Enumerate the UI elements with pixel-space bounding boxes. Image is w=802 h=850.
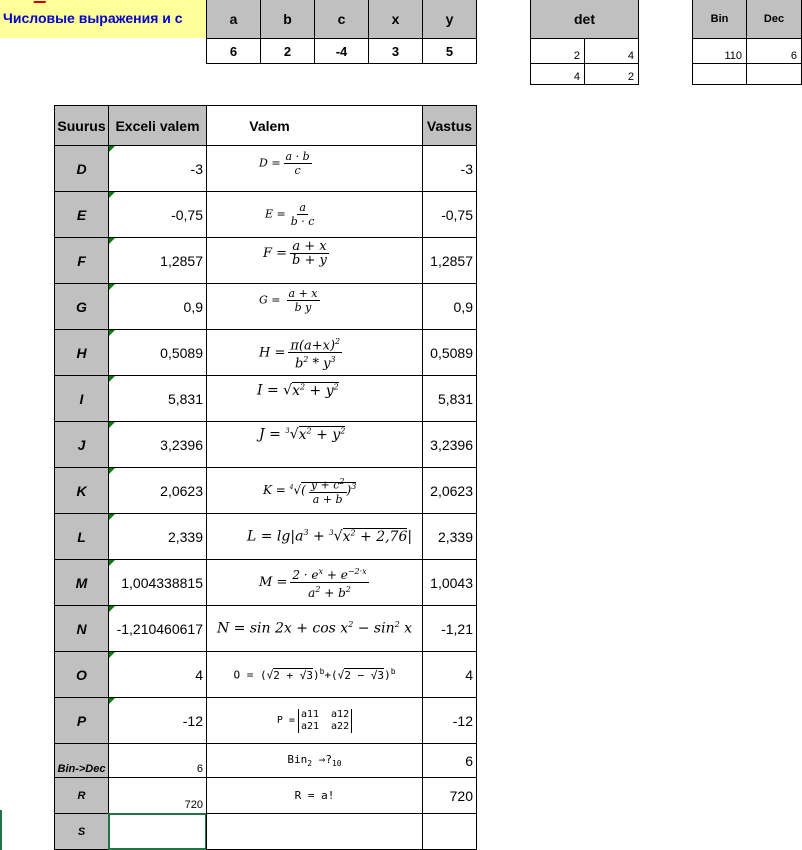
bin-empty-cell[interactable] [692,63,747,85]
excel-r[interactable]: 720 [108,777,207,814]
answer-m[interactable]: 1,0043 [422,559,477,606]
answer-j[interactable]: 3,2396 [422,421,477,468]
var-value-x[interactable]: 3 [368,38,423,64]
col-header-excel[interactable]: Exceli valem [108,105,207,146]
excel-value-h: 0,5089 [160,344,203,361]
excel-value-j: 3,2396 [160,436,203,453]
answer-l[interactable]: 2,339 [422,513,477,560]
answer-r[interactable]: 720 [422,777,477,814]
excel-cell-j[interactable] [108,421,207,468]
excel-cell-l[interactable] [108,513,207,560]
formula-cell-o[interactable] [206,651,423,698]
excel-value-l: 2,339 [167,528,203,545]
bin-value[interactable]: 110 [692,38,747,64]
formula-cell-d[interactable] [206,145,423,192]
formula-cell-f[interactable] [206,237,423,284]
formula-m: M = $\frac{2 \cdot e^x + e^{-2\cdot x}}{a^2 + b^2}$ [259,567,367,600]
sheet-title-cell[interactable] [0,0,206,38]
var-header-a[interactable]: a [206,0,261,39]
formula-cell-g[interactable] [206,283,423,330]
formula-h: H = $\frac{\pi(a+x)^2}{b^2 * y^3}$ [259,336,341,372]
row-label-e[interactable]: E [54,191,109,238]
var-value-b[interactable]: 2 [260,38,315,64]
excel-cell-o[interactable] [108,651,207,698]
det-cell-22[interactable]: 2 [584,63,639,85]
formula-indicator-icon [109,192,115,198]
formula-j: $J = ^3√x^2 + y^2$ [259,426,346,443]
answer-k[interactable]: 2,0623 [422,467,477,514]
det-header[interactable]: det [530,0,639,39]
excel-cell-e[interactable] [108,191,207,238]
det-cell-21[interactable]: 4 [530,63,585,85]
excel-cell-p[interactable] [108,697,207,744]
row-label-j[interactable]: J [54,421,109,468]
excel-value-g: 0,9 [183,298,203,315]
formula-indicator-icon [109,514,115,520]
row-label-i[interactable]: I [54,375,109,422]
excel-cell-k[interactable] [108,467,207,514]
red-mark-decoration [33,0,47,3]
excel-value-n: -1,210460617 [116,620,203,637]
excel-cell-h[interactable] [108,329,207,376]
formula-cell-e[interactable] [206,191,423,238]
det-cell-12[interactable]: 4 [584,38,639,64]
answer-bin-dec[interactable]: 6 [422,743,477,778]
var-header-y[interactable]: y [422,0,477,39]
excel-cell-d[interactable] [108,145,207,192]
formula-indicator-icon [109,330,115,336]
answer-g[interactable]: 0,9 [422,283,477,330]
col-header-valem[interactable]: Valem [206,105,423,146]
excel-value-p: -12 [182,712,203,729]
formula-i: $I = √x^2 + y^2$ [257,382,339,399]
formula-cell-p[interactable] [206,697,423,744]
excel-value-d: -3 [190,160,203,177]
row-label-d[interactable]: D [54,145,109,192]
answer-f[interactable]: 1,2857 [422,237,477,284]
excel-value-e: -0,75 [171,206,203,223]
answer-d[interactable]: -3 [422,145,477,192]
formula-f: F = $\frac{a + x}{b + y}$ [263,239,327,268]
var-header-c[interactable]: c [314,0,369,39]
formula-d: D = $\frac{a \cdot b}{c}$ [259,150,310,177]
answer-e[interactable]: -0,75 [422,191,477,238]
var-value-a[interactable]: 6 [206,38,261,64]
formula-cell-n[interactable] [206,605,423,652]
row-selection-indicator [0,810,2,850]
excel-cell-i[interactable] [108,375,207,422]
formula-cell-k[interactable] [206,467,423,514]
row-label-o[interactable]: O [54,651,109,698]
formula-cell-bin-dec[interactable] [206,743,423,778]
row-label-bin-dec[interactable]: Bin->Dec [54,743,109,778]
formula-indicator-icon [109,422,115,428]
row-label-l[interactable]: L [54,513,109,560]
formula-p: P = a11 a12 a21 a22 [277,709,352,733]
answer-s[interactable] [422,813,477,850]
row-label-r[interactable]: R [54,777,109,814]
row-label-h[interactable]: H [54,329,109,376]
excel-cell-m[interactable] [108,559,207,606]
formula-r: R = a! [294,789,335,802]
formula-cell-s[interactable] [206,813,423,850]
formula-indicator-icon [109,560,115,566]
formula-n: $N = \sin 2x + \cos x^2 - \sin^2 x$ [216,620,413,637]
formula-indicator-icon [109,238,115,244]
dec-empty-cell[interactable] [746,63,802,85]
row-label-p[interactable]: P [54,697,109,744]
det-cell-11[interactable]: 2 [530,38,585,64]
formula-cell-m[interactable] [206,559,423,606]
formula-l: $L = \lg|a^3 + ^3√x^2 + 2,76|$ [247,528,413,545]
dec-header[interactable]: Dec [746,0,802,39]
var-header-b[interactable]: b [260,0,315,39]
answer-p[interactable]: -12 [422,697,477,744]
formula-cell-j[interactable] [206,421,423,468]
formula-cell-r[interactable] [206,777,423,814]
row-label-n[interactable]: N [54,605,109,652]
formula-cell-h[interactable] [206,329,423,376]
row-label-g[interactable]: G [54,283,109,330]
bin-header[interactable]: Bin [692,0,747,39]
excel-cell-g[interactable] [108,283,207,330]
formula-indicator-icon [109,652,115,658]
formula-g: G = $\frac{a + x}{\text{b y}}$ [259,287,318,314]
formula-cell-i[interactable] [206,375,423,422]
answer-h[interactable]: 0,5089 [422,329,477,376]
row-label-k[interactable]: K [54,467,109,514]
col-header-vastus[interactable]: Vastus [422,105,477,146]
excel-cell-n[interactable] [108,605,207,652]
row-label-m[interactable]: M [54,559,109,606]
formula-e: E = $\frac{a}{b \cdot c}$ [265,201,315,228]
formula-indicator-icon [109,698,115,704]
excel-value-f: 1,2857 [160,252,203,269]
formula-indicator-icon [109,284,115,290]
formula-o: $O = (√2 + √3)^b+(√2 - √3)^b$ [233,667,396,682]
answer-i[interactable]: 5,831 [422,375,477,422]
sheet-title: Числовые выражения и с [3,10,183,26]
formula-indicator-icon [109,146,115,152]
row-label-f[interactable]: F [54,237,109,284]
var-value-y[interactable]: 5 [422,38,477,64]
formula-indicator-icon [109,376,115,382]
answer-o[interactable]: 4 [422,651,477,698]
col-header-suurus[interactable]: Suurus [54,105,109,146]
excel-s-selected-cell[interactable] [108,813,207,850]
dec-value[interactable]: 6 [746,38,802,64]
formula-bin-dec: Bin$_2$ $\Rightarrow?_{10}$ [287,752,342,769]
formula-indicator-icon [109,468,115,474]
var-value-c[interactable]: -4 [314,38,369,64]
excel-value-o: 4 [195,666,203,683]
answer-n[interactable]: -1,21 [422,605,477,652]
var-header-x[interactable]: x [368,0,423,39]
excel-value-i: 5,831 [167,390,203,407]
formula-cell-l[interactable] [206,513,423,560]
excel-value-m: 1,004338815 [121,574,203,591]
excel-cell-f[interactable] [108,237,207,284]
formula-k: K = $^4$√( $\frac{y + c^2}{a + b}$ )$^3$ [263,477,357,506]
excel-bin-dec[interactable]: 6 [108,743,207,778]
excel-value-k: 2,0623 [160,482,203,499]
row-label-s[interactable]: S [54,813,109,850]
formula-indicator-icon [109,606,115,612]
